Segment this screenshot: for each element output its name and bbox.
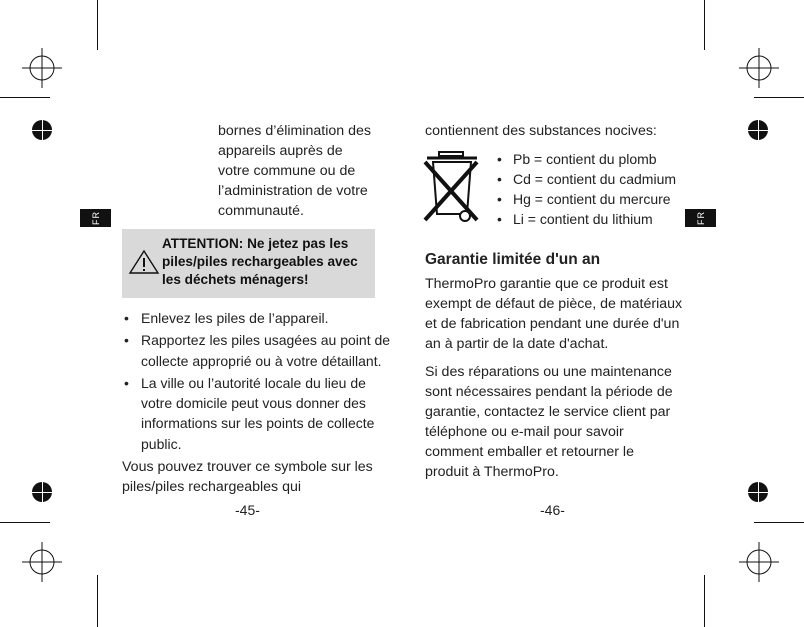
warranty-heading: Garantie limitée d'un an: [425, 251, 601, 268]
registration-crosshair-icon: [739, 542, 779, 582]
page-number-right: -46-: [540, 502, 565, 518]
registration-crosshair-icon: [22, 48, 62, 88]
crop-mark: [754, 97, 804, 98]
list-item: • La ville ou l’autorité locale du lieu de votre domicile peut vous donner des informations sur les points de collecte public.: [122, 373, 387, 454]
crop-mark: [704, 575, 705, 627]
text-line: piles/piles rechargeables qui: [122, 479, 302, 495]
symbol-paragraph: [122, 457, 392, 497]
text-line: les déchets ménagers!: [162, 272, 309, 287]
warranty-paragraph-2: [425, 362, 715, 482]
registration-dot-icon: [748, 120, 768, 140]
list-item: • Hg = contient du mercure: [497, 189, 676, 209]
text-line: produit à ThermoPro.: [425, 464, 559, 480]
list-item: • Cd = contient du cadmium: [497, 169, 676, 189]
language-tab-left: FR: [80, 209, 111, 227]
text-line: téléphone ou e-mail pour savoir: [425, 424, 624, 440]
list-item: • Enlevez les piles de l’appareil.: [122, 308, 387, 328]
list-item: • Rapportez les piles usagées au point de collecte approprié ou à votre détaillant.: [122, 330, 387, 371]
crop-mark: [97, 0, 98, 50]
text-line: appareils auprès de: [218, 143, 343, 159]
language-tab-right: FR: [685, 209, 716, 227]
crop-mark: [97, 575, 98, 627]
text-line: an à partir de la date d'achat.: [425, 336, 609, 352]
text-line: ThermoPro garantie que ce produit est: [425, 276, 668, 292]
registration-crosshair-icon: [22, 542, 62, 582]
attention-text: [162, 235, 372, 289]
substances-list: [497, 149, 676, 229]
registration-crosshair-icon: [739, 48, 779, 88]
page-number-left: -45-: [235, 502, 260, 518]
text-line: exempt de défaut de pièce, de matériaux: [425, 296, 683, 312]
list-item: • Pb = contient du plomb: [497, 149, 676, 169]
crop-mark: [0, 97, 50, 98]
text-line: piles/piles rechargeables avec: [162, 254, 358, 269]
text-line: votre commune ou de: [218, 163, 356, 179]
substances-intro: contiennent des substances nocives:: [425, 123, 657, 139]
disposal-bullet-list: [122, 308, 391, 456]
registration-dot-icon: [748, 482, 768, 502]
warranty-paragraph-1: [425, 274, 715, 354]
text-line: bornes d’élimination des: [218, 123, 372, 139]
text-line: comment emballer et retourner le: [425, 444, 634, 460]
text-line: l’administration de votre: [218, 183, 368, 199]
text-line: Si des réparations ou une maintenance: [425, 364, 672, 380]
text-line: communauté.: [218, 203, 304, 219]
registration-dot-icon: [32, 482, 52, 502]
text-line: et de fabrication pendant une durée d'un: [425, 316, 680, 332]
crop-mark: [754, 522, 804, 523]
text-line: ATTENTION: Ne jetez pas les: [162, 236, 349, 251]
warning-triangle-icon: [128, 249, 160, 275]
disposal-text-continued: [218, 121, 383, 221]
text-line: garantie, contactez le service client par: [425, 404, 671, 420]
text-line: sont nécessaires pendant la période de: [425, 384, 673, 400]
crop-mark: [0, 522, 50, 523]
crop-mark: [704, 0, 705, 50]
registration-dot-icon: [32, 120, 52, 140]
crossed-out-wheelie-bin-icon: [421, 148, 483, 226]
list-item: • Li = contient du lithium: [497, 209, 676, 229]
text-line: Vous pouvez trouver ce symbole sur les: [122, 459, 373, 475]
